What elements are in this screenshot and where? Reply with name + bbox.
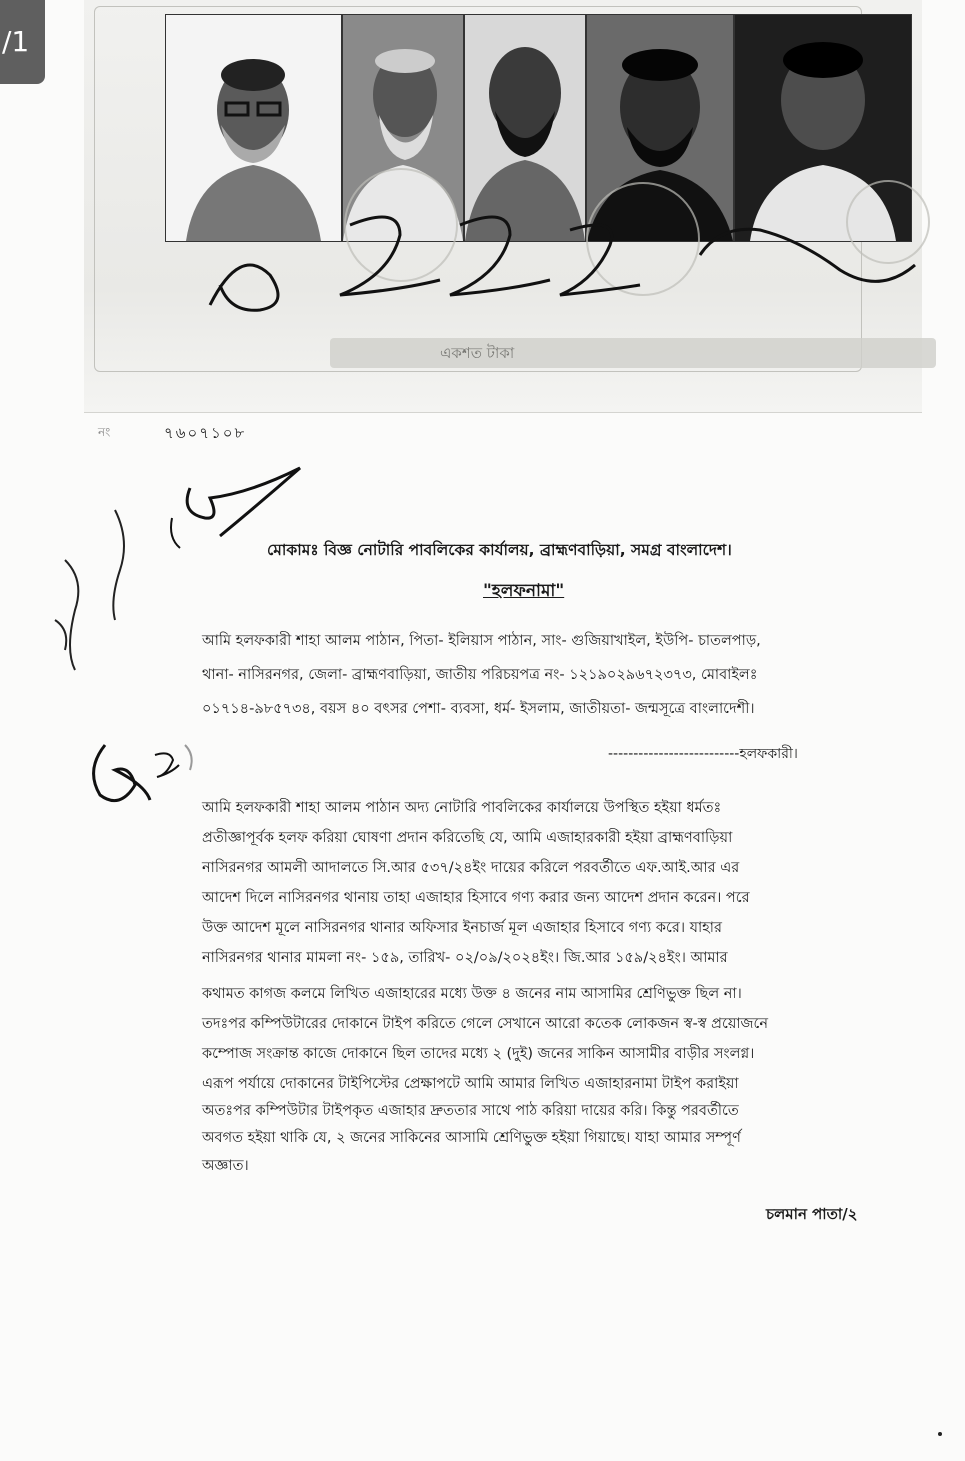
serial-number: ৭৬০৭১০৮ bbox=[164, 424, 247, 442]
statement-line: নাসিরনগর থানার মামলা নং- ১৫৯, তারিখ- ০২/০৯/২০২৪ইং। জি.আর ১৫৯/২৪ইং। আমার bbox=[202, 950, 728, 966]
stamp-value-band bbox=[330, 338, 936, 368]
statement-line: অতঃপর কম্পিউটার টাইপকৃত এজাহার দ্রুততার সাথে পাঠ করিয়া দায়ের করি। কিন্তু পরবর্তীতে bbox=[202, 1103, 739, 1119]
statement-line: আদেশ দিলে নাসিরনগর থানায় তাহা এজাহার হিসাবে গণ্য করার জন্য আদেশ প্রদান করেন। পরে bbox=[202, 890, 750, 906]
statement-line: নাসিরনগর আমলী আদালতে সি.আর ৫৩৭/২৪ইং দায়ের করিলে পরবর্তীতে এফ.আই.আর এর bbox=[202, 860, 740, 876]
stamp-band-text: একশত টাকা bbox=[440, 344, 515, 362]
continued-page-note: চলমান পাতা/২ bbox=[766, 1205, 858, 1223]
statement-line: উক্ত আদেশ মূলে নাসিরনগর থানার অফিসার ইনচার্জ মূল এজাহার হিসাবে গণ্য করে। যাহার bbox=[202, 920, 722, 936]
deponent-sign-label: --------------------------হলফকারী। bbox=[608, 746, 798, 762]
document-title: "হলফনামা" bbox=[483, 581, 565, 601]
statement-line: প্রতীজ্ঞাপূর্বক হলফ করিয়া ঘোষণা প্রদান করিতেছি যে, আমি এজাহারকারী হইয়া ব্রাহ্মণবাড়িয়া bbox=[202, 830, 733, 846]
page-speck bbox=[938, 1432, 942, 1436]
statement-line: কথামত কাগজ কলমে লিখিত এজাহারের মধ্যে উক্ত ৪ জনের নাম আসামির শ্রেণিভুক্ত ছিল না। bbox=[202, 986, 742, 1002]
serial-prefix: নং bbox=[98, 425, 111, 439]
deponent-signatures bbox=[200, 185, 920, 335]
deponent-line: ০১৭১৪-৯৮৫৭৩৪, বয়স ৪০ বৎসর পেশা- ব্যবসা, ধর্ম- ইসলাম, জাতীয়তা- জন্মসূত্রে বাংলাদেশী। bbox=[202, 701, 755, 717]
office-location: মোকামঃ বিজ্ঞ নোটারি পাবলিকের কার্যালয়, ব্রাহ্মণবাড়িয়া, সমগ্র বাংলাদেশ। bbox=[267, 541, 732, 559]
statement-line: আমি হলফকারী শাহা আলম পাঠান অদ্য নোটারি পাবলিকের কার্যালয়ে উপস্থিত হইয়া ধর্মতঃ bbox=[202, 800, 722, 816]
deponent-line: থানা- নাসিরনগর, জেলা- ব্রাহ্মণবাড়িয়া, জাতীয় পরিচয়পত্র নং- ১২১৯০২৯৬৭২৩৭৩, মোবাইলঃ bbox=[202, 667, 758, 683]
statement-line: অবগত হইয়া থাকি যে, ২ জনের সাকিনের আসামি শ্রেণিভুক্ত হইয়া গিয়াছে। যাহা আমার সম্পূর্ণ bbox=[202, 1130, 741, 1146]
statement-line: তদঃপর কম্পিউটারের দোকানে টাইপ করিতে গেলে সেখানে আরো কতেক লোকজন স্ব-স্ব প্রয়োজনে bbox=[202, 1016, 769, 1032]
statement-line: অজ্ঞাত। bbox=[202, 1158, 249, 1174]
deponent-line: আমি হলফকারী শাহা আলম পাঠান, পিতা- ইলিয়াস পাঠান, সাং- গুজিয়াখাইল, ইউপি- চাতলপাড়, bbox=[202, 633, 761, 649]
statement-line: এরূপ পর্যায়ে দোকানের টাইপিস্টের প্রেক্ষাপটে আমি আমার লিখিত এজাহারনামা টাইপ করাইয়া bbox=[202, 1076, 739, 1092]
page-counter: /1 bbox=[0, 0, 45, 84]
margin-handwriting bbox=[35, 500, 145, 680]
statement-line: কম্পোজ সংক্রান্ত কাজে দোকানে ছিল তাদের মধ্যে ২ (দুই) জনের সাকিন আসামীর বাড়ীর সংলগ্ন। bbox=[202, 1046, 755, 1062]
